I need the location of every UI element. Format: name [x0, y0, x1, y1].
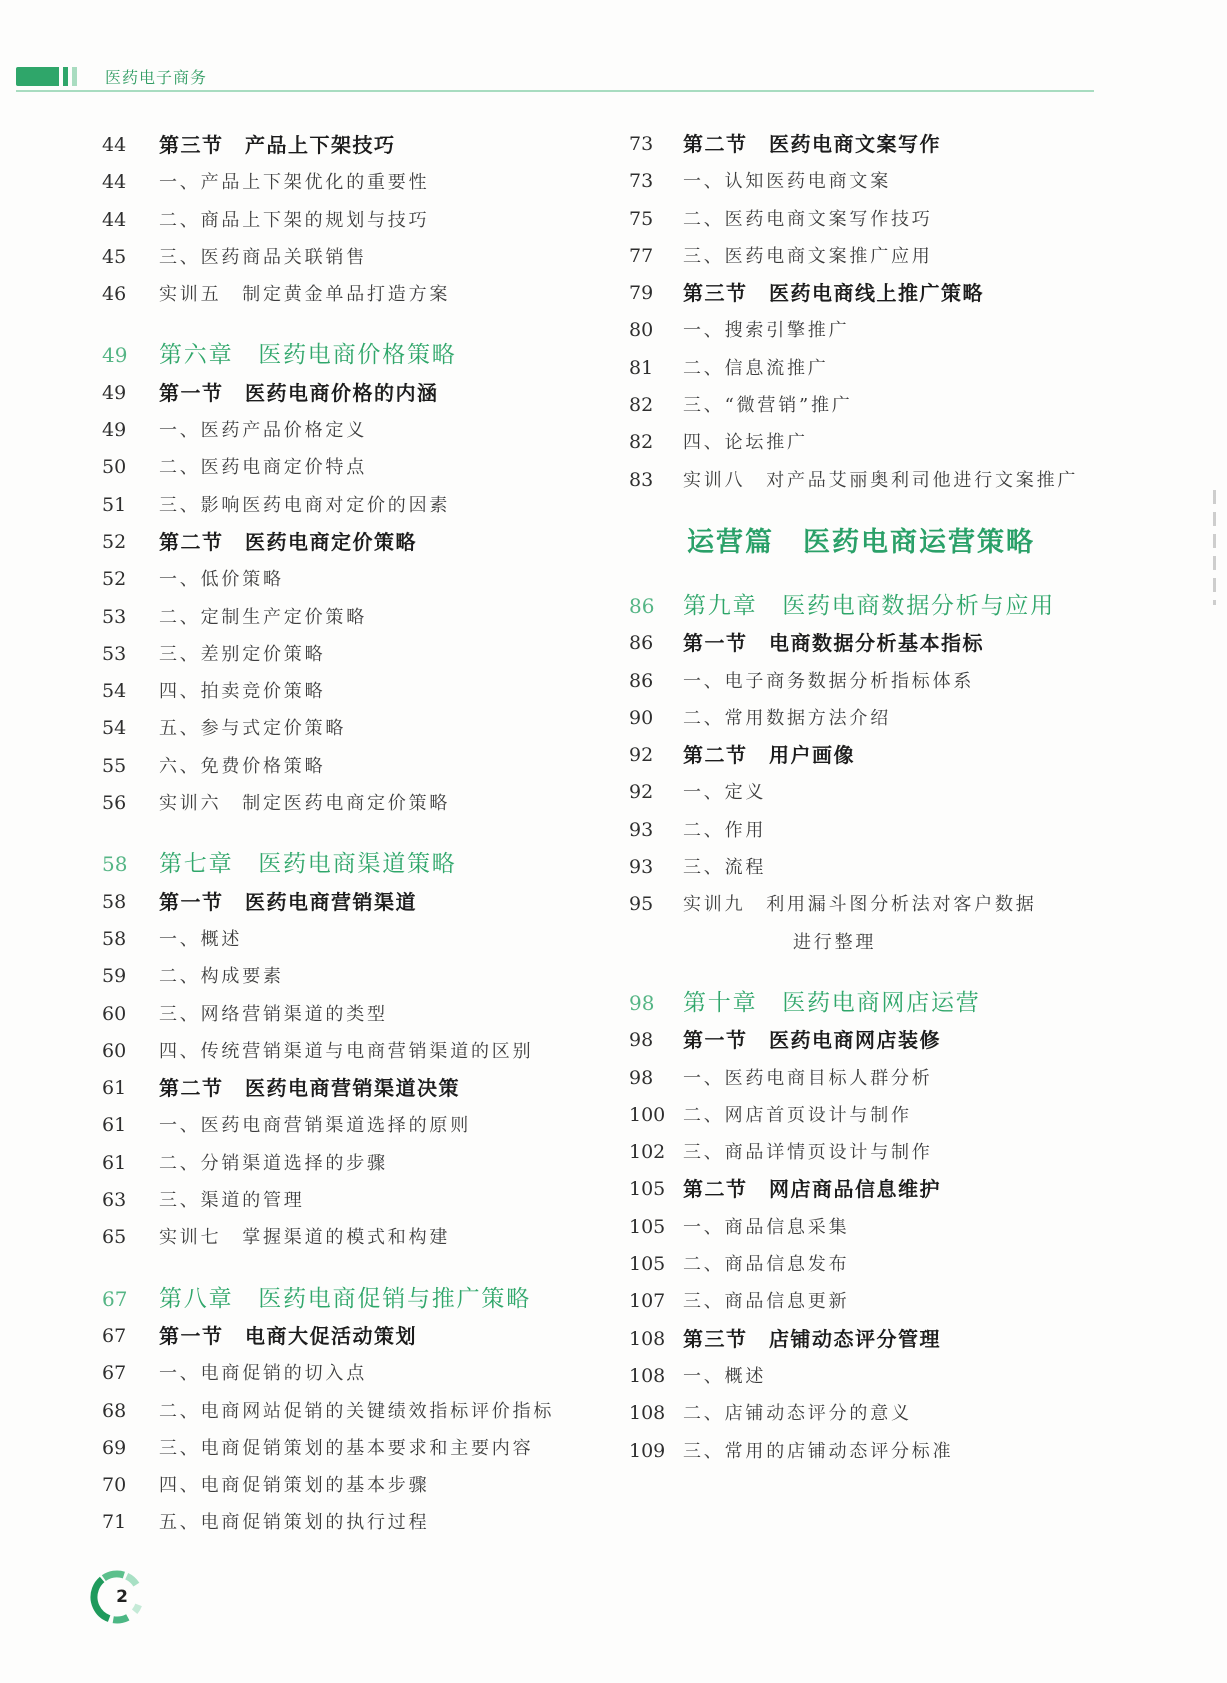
- item-title: 一、电子商务数据分析指标体系: [683, 670, 975, 692]
- entry-page-number: 54: [102, 717, 127, 740]
- section-title: 第一节 医药电商营销渠道: [159, 889, 417, 914]
- entry-page-number: 60: [102, 1039, 127, 1062]
- item-title: 四、传统营销渠道与电商营销渠道的区别: [159, 1040, 534, 1062]
- toc-chapter-entry: [629, 985, 1109, 1022]
- toc-chapter-entry: [629, 588, 1109, 625]
- entry-page-number: 90: [629, 706, 654, 729]
- entry-page-number: 51: [102, 493, 127, 516]
- practice-title: 实训七 掌握渠道的模式和构建: [159, 1227, 451, 1249]
- item-title: 一、定义: [683, 782, 767, 804]
- entry-page-number: 50: [102, 456, 127, 479]
- toc-item-entry: [629, 350, 1109, 387]
- chapter-title: 第六章 医药电商价格策略: [159, 342, 457, 369]
- toc-practice-entry: [629, 886, 1109, 923]
- item-title: 一、电商促销的切入点: [159, 1363, 367, 1385]
- toc-item-entry: [629, 849, 1109, 886]
- toc-item-entry: [102, 1145, 582, 1182]
- running-header-title: 医药电子商务: [105, 68, 208, 87]
- item-title: 一、认知医药电商文案: [683, 171, 891, 193]
- toc-item-entry: [102, 1182, 582, 1219]
- toc-item-entry: [102, 748, 582, 785]
- practice-title: 实训八 对产品艾丽奥利司他进行文案推广: [683, 469, 1079, 491]
- toc-item-entry: [629, 201, 1109, 238]
- item-title: 五、电商促销策划的执行过程: [159, 1512, 430, 1534]
- toc-item-entry: [102, 1430, 582, 1467]
- toc-item-entry: [629, 163, 1109, 200]
- item-title: 三、常用的店铺动态评分标准: [683, 1440, 954, 1462]
- item-title: 一、医药电商目标人群分析: [683, 1067, 933, 1089]
- entry-page-number: 67: [102, 1324, 127, 1347]
- section-title: 第一节 电商大促活动策划: [159, 1323, 417, 1348]
- toc-item-entry: [102, 599, 582, 636]
- entry-page-number: 80: [629, 319, 654, 342]
- item-title: 一、产品上下架优化的重要性: [159, 172, 430, 194]
- item-title: 二、商品信息发布: [683, 1254, 850, 1276]
- chapter-title: 第七章 医药电商渠道策略: [159, 851, 457, 878]
- entry-page-number: 67: [102, 1362, 127, 1385]
- entry-page-number: 108: [629, 1402, 666, 1425]
- toc-item-entry: [102, 1107, 582, 1144]
- toc-practice-entry: [102, 1219, 582, 1256]
- entry-page-number: 92: [629, 744, 654, 767]
- item-title: 三、网络营销渠道的类型: [159, 1003, 388, 1025]
- item-title: 二、医药电商文案写作技巧: [683, 208, 933, 230]
- item-title: 三、电商促销策划的基本要求和主要内容: [159, 1437, 534, 1459]
- item-title: 三、渠道的管理: [159, 1190, 305, 1212]
- chapter-page-number: 58: [102, 852, 128, 877]
- toc-section-entry: [629, 737, 1109, 774]
- item-title: 一、商品信息采集: [683, 1216, 850, 1238]
- entry-page-number: 61: [102, 1151, 127, 1174]
- entry-page-number: 52: [102, 530, 127, 553]
- entry-page-number: 70: [102, 1474, 127, 1497]
- page-number: 2: [116, 1587, 128, 1607]
- toc-item-entry: [102, 561, 582, 598]
- toc-practice-entry: [102, 276, 582, 313]
- toc-item-entry: [629, 700, 1109, 737]
- section-title: 第三节 店铺动态评分管理: [683, 1326, 941, 1351]
- toc-section-entry: [102, 127, 582, 164]
- toc-section-entry: [629, 1171, 1109, 1208]
- toc-item-entry: [102, 449, 582, 486]
- entry-page-number: 55: [102, 754, 127, 777]
- item-title: 二、作用: [683, 819, 767, 841]
- item-title: 三、流程: [683, 857, 767, 879]
- chapter-page-number: 49: [102, 343, 128, 368]
- toc-item-entry: [629, 1134, 1109, 1171]
- toc-chapter-entry: [102, 1281, 582, 1318]
- header-tick-decoration: [63, 67, 68, 86]
- entry-page-number: 93: [629, 856, 654, 879]
- entry-page-number: 95: [629, 893, 654, 916]
- part-title: 运营篇 医药电商运营策略: [687, 526, 1035, 558]
- toc-chapter-entry: [102, 337, 582, 374]
- entry-page-number: 52: [102, 568, 127, 591]
- toc-left-column: [102, 127, 582, 1542]
- section-title: 第一节 医药电商价格的内涵: [159, 380, 439, 405]
- entry-page-number: 68: [102, 1399, 127, 1422]
- toc-right-column: [629, 126, 1109, 1470]
- entry-page-number: 82: [629, 394, 654, 417]
- toc-section-entry: [629, 1321, 1109, 1358]
- toc-chapter-entry: [102, 846, 582, 883]
- chapter-title: 第八章 医药电商促销与推广策略: [159, 1285, 531, 1312]
- toc-item-entry: [102, 202, 582, 239]
- toc-section-entry: [102, 1318, 582, 1355]
- entry-page-number: 49: [102, 381, 127, 404]
- entry-page-number: 98: [629, 1029, 654, 1052]
- entry-page-number: 71: [102, 1511, 127, 1534]
- toc-item-entry: [102, 996, 582, 1033]
- item-title: 三、商品详情页设计与制作: [683, 1142, 933, 1164]
- toc-item-entry: [629, 812, 1109, 849]
- toc-section-entry: [102, 884, 582, 921]
- entry-page-number: 65: [102, 1226, 127, 1249]
- entry-page-number: 58: [102, 890, 127, 913]
- item-title: 二、构成要素: [159, 966, 284, 988]
- toc-section-entry: [629, 275, 1109, 312]
- toc-item-entry: [102, 164, 582, 201]
- toc-section-entry: [102, 375, 582, 412]
- entry-page-number: 44: [102, 208, 127, 231]
- entry-page-number: 59: [102, 965, 127, 988]
- item-title: 一、概述: [683, 1365, 767, 1387]
- entry-page-number: 105: [629, 1253, 666, 1276]
- toc-item-entry: [102, 1467, 582, 1504]
- section-title: 第三节 医药电商线上推广策略: [683, 281, 984, 306]
- toc-section-entry: [629, 126, 1109, 163]
- header-tick-decoration-light: [72, 67, 77, 86]
- toc-part-entry: [629, 523, 1109, 563]
- practice-title: 实训九 利用漏斗图分析法对客户数据: [683, 894, 1037, 916]
- entry-page-number: 108: [629, 1327, 666, 1350]
- toc-item-entry: [629, 1097, 1109, 1134]
- item-title: 四、电商促销策划的基本步骤: [159, 1475, 430, 1497]
- entry-page-number: 53: [102, 642, 127, 665]
- toc-section-entry: [102, 524, 582, 561]
- toc-item-entry: [102, 958, 582, 995]
- toc-item-entry: [629, 663, 1109, 700]
- item-title: 三、医药电商文案推广应用: [683, 245, 933, 267]
- item-title: 一、医药电商营销渠道选择的原则: [159, 1115, 471, 1137]
- entry-page-number: 61: [102, 1114, 127, 1137]
- entry-page-number: 77: [629, 244, 654, 267]
- entry-page-number: 69: [102, 1436, 127, 1459]
- item-title: 四、拍卖竞价策略: [159, 681, 326, 703]
- entry-page-number: 45: [102, 245, 127, 268]
- item-title: 三、商品信息更新: [683, 1291, 850, 1313]
- entry-page-number: 105: [629, 1215, 666, 1238]
- toc-item-entry: [629, 312, 1109, 349]
- entry-page-number: 73: [629, 133, 654, 155]
- item-title: 二、分销渠道选择的步骤: [159, 1152, 388, 1174]
- entry-page-number: 60: [102, 1002, 127, 1025]
- toc-item-entry: [102, 1393, 582, 1430]
- entry-page-number: 54: [102, 680, 127, 703]
- item-title: 一、概述: [159, 928, 243, 950]
- toc-item-entry: [629, 1283, 1109, 1320]
- entry-page-number: 81: [629, 356, 654, 379]
- toc-item-entry: [102, 1033, 582, 1070]
- section-title: 第一节 医药电商网店装修: [683, 1028, 941, 1053]
- item-title: 二、电商网站促销的关键绩效指标评价指标: [159, 1400, 555, 1422]
- entry-page-number: 105: [629, 1178, 666, 1201]
- entry-page-number: 56: [102, 792, 127, 815]
- toc-item-entry: [102, 1504, 582, 1541]
- toc-section-entry: [629, 625, 1109, 662]
- section-title: 第一节 电商数据分析基本指标: [683, 631, 984, 656]
- item-title: 二、常用数据方法介绍: [683, 707, 891, 729]
- toc-item-entry: [629, 424, 1109, 461]
- entry-page-number: 58: [102, 927, 127, 950]
- toc-item-entry: [102, 636, 582, 673]
- item-title: 一、搜索引擎推广: [683, 320, 850, 342]
- toc-item-entry: [102, 1355, 582, 1392]
- item-title: 二、店铺动态评分的意义: [683, 1403, 912, 1425]
- item-title: 六、免费价格策略: [159, 755, 326, 777]
- practice-title-continued: 进行整理: [793, 931, 877, 953]
- entry-page-number: 44: [102, 134, 127, 156]
- toc-item-entry: [102, 412, 582, 449]
- item-title: 一、医药产品价格定义: [159, 420, 367, 442]
- entry-page-number: 102: [629, 1141, 666, 1164]
- toc-item-entry: [629, 774, 1109, 811]
- toc-item-entry: [102, 673, 582, 710]
- section-title: 第二节 用户画像: [683, 743, 855, 768]
- practice-title: 实训六 制定医药电商定价策略: [159, 793, 451, 815]
- toc-item-entry: [102, 239, 582, 276]
- entry-page-number: 82: [629, 431, 654, 454]
- chapter-page-number: 98: [629, 990, 655, 1015]
- entry-page-number: 86: [629, 669, 654, 692]
- entry-page-number: 108: [629, 1364, 666, 1387]
- entry-page-number: 93: [629, 818, 654, 841]
- item-title: 四、论坛推广: [683, 432, 808, 454]
- item-title: 一、低价策略: [159, 569, 284, 591]
- chapter-page-number: 86: [629, 593, 655, 618]
- toc-section-entry: [629, 1022, 1109, 1059]
- toc-item-entry: [629, 1209, 1109, 1246]
- entry-page-number: 100: [629, 1103, 666, 1126]
- entry-page-number: 75: [629, 207, 654, 230]
- item-title: 二、信息流推广: [683, 357, 829, 379]
- item-title: 二、网店首页设计与制作: [683, 1104, 912, 1126]
- entry-page-number: 107: [629, 1290, 666, 1313]
- entry-page-number: 53: [102, 605, 127, 628]
- chapter-title: 第十章 医药电商网店运营: [683, 989, 981, 1016]
- entry-page-number: 49: [102, 419, 127, 442]
- item-title: 三、差别定价策略: [159, 643, 326, 665]
- item-title: 二、定制生产定价策略: [159, 606, 367, 628]
- toc-item-entry: [102, 710, 582, 747]
- toc-item-entry: [629, 1358, 1109, 1395]
- toc-item-entry: [629, 1246, 1109, 1283]
- scan-edge-mark: [1213, 490, 1216, 605]
- section-title: 第三节 产品上下架技巧: [159, 133, 396, 157]
- toc-item-entry: [629, 1433, 1109, 1470]
- item-title: 二、医药电商定价特点: [159, 457, 367, 479]
- toc-item-entry: [629, 238, 1109, 275]
- practice-title: 实训五 制定黄金单品打造方案: [159, 284, 451, 306]
- toc-item-entry: [629, 387, 1109, 424]
- entry-page-number: 109: [629, 1439, 666, 1462]
- entry-page-number: 63: [102, 1189, 127, 1212]
- entry-page-number: 92: [629, 781, 654, 804]
- header-bar-decoration: [16, 67, 59, 86]
- section-title: 第二节 医药电商文案写作: [683, 132, 941, 156]
- item-title: 三、影响医药电商对定价的因素: [159, 494, 451, 516]
- entry-page-number: 61: [102, 1077, 127, 1100]
- item-title: 三、医药商品关联销售: [159, 246, 367, 268]
- toc-section-entry: [102, 1070, 582, 1107]
- section-title: 第二节 网店商品信息维护: [683, 1177, 941, 1202]
- entry-page-number: 73: [629, 170, 654, 193]
- entry-page-number: 83: [629, 468, 654, 491]
- item-title: 五、参与式定价策略: [159, 718, 347, 740]
- section-title: 第二节 医药电商定价策略: [159, 529, 417, 554]
- entry-page-number: 86: [629, 632, 654, 655]
- entry-page-number: 46: [102, 283, 127, 306]
- header-divider: [16, 90, 1094, 92]
- item-title: 三、“微营销”推广: [683, 395, 853, 417]
- item-title: 二、商品上下架的规划与技巧: [159, 209, 430, 231]
- toc-cont-entry: [629, 924, 1109, 961]
- toc-item-entry: [102, 921, 582, 958]
- toc-item-entry: [102, 487, 582, 524]
- toc-item-entry: [629, 1060, 1109, 1097]
- entry-page-number: 98: [629, 1066, 654, 1089]
- chapter-title: 第九章 医药电商数据分析与应用: [683, 592, 1055, 619]
- chapter-page-number: 67: [102, 1286, 128, 1311]
- toc-practice-entry: [629, 462, 1109, 499]
- toc-practice-entry: [102, 785, 582, 822]
- toc-item-entry: [629, 1395, 1109, 1432]
- entry-page-number: [629, 924, 683, 961]
- entry-page-number: 44: [102, 171, 127, 194]
- entry-page-number: 79: [629, 282, 654, 305]
- section-title: 第二节 医药电商营销渠道决策: [159, 1076, 460, 1101]
